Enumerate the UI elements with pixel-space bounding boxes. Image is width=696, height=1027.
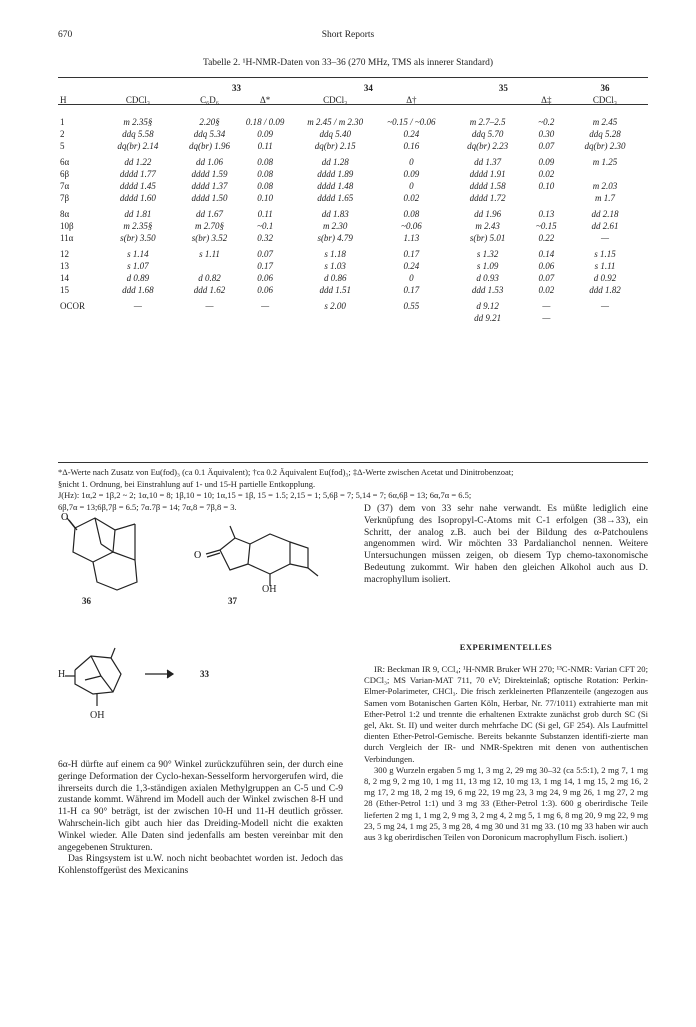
table-cell: 0.10 [257, 193, 274, 203]
table-cell: 0.07 [538, 141, 555, 151]
table-cell: 0.17 [257, 261, 274, 271]
table-cell: — [261, 301, 270, 311]
table-cell: m 2.43 [475, 221, 500, 231]
table-cell: 2.20§ [199, 117, 220, 127]
table-cell: m 2.45 [592, 117, 618, 127]
table-cell: 8α [60, 209, 70, 219]
table-cell: dd 1.22 [124, 157, 152, 167]
table-cell: dddd 1.58 [469, 181, 506, 191]
table-row [58, 156, 648, 168]
table-cell: m 2.03 [592, 181, 618, 191]
table-cell: ddd 1.82 [589, 285, 621, 295]
table-cell: 0.16 [403, 141, 420, 151]
table-cell: s(br) 3.50 [120, 233, 156, 243]
table-cell: dd 1.28 [321, 157, 349, 167]
table-cell [95, 312, 181, 324]
table-cell: 2 [60, 129, 65, 139]
table-cell: s 1.03 [324, 261, 346, 271]
table-cell [531, 192, 562, 204]
table-cell: m 2.35§ [123, 221, 153, 231]
table-cell: 0.07 [257, 249, 274, 259]
table-cell: 11α [60, 233, 74, 243]
table-cell: 0 [409, 273, 414, 283]
table-rule-header [58, 104, 648, 105]
table-cell: ddd 1.62 [193, 285, 226, 295]
table-row [58, 128, 648, 140]
structure-38-oh: OH [90, 710, 105, 721]
table-row [58, 232, 648, 244]
table-cell: 0.55 [403, 301, 420, 311]
table-row [58, 260, 648, 272]
col-header-35-delta: Δ‡ [541, 95, 552, 105]
section-title-experimentelles: EXPERIMENTELLES [459, 642, 553, 652]
table-cell [562, 312, 648, 324]
table-cell: s 1.07 [127, 261, 149, 271]
nmr-table-body [58, 116, 648, 324]
footnote-coupling-2: 6β,7α = 13;6β,7β = 6.5; 7α.7β = 14; 7α,8 = 7β,8 = 3. [58, 501, 237, 512]
footnote-coupling-1: J(Hz): 1α,2 = 1β,2 ~ 2; 1α,10 = 8; 1β,10 = 10; 1α,15 = 1β, 15 = 1.5; 2,15 = 1; 5,6β = 7; 5,14 = 7; 6α,6β = 13; 6α,7α = 6.5; [58, 490, 472, 500]
group-header-33: 33 [232, 83, 242, 93]
table-cell: 0.08 [257, 157, 274, 167]
table-cell [378, 312, 444, 324]
page-number: 670 [58, 30, 73, 40]
structure-37-drawing [190, 520, 330, 595]
table-cell: dd 1.83 [321, 209, 349, 219]
table-cell: 0.11 [257, 141, 273, 151]
table-row [58, 180, 648, 192]
experimental-paragraph-2: 300 g Wurzeln ergaben 5 mg 1, 3 mg 2, 29 mg 30–32 (ca 5:5:1), 2 mg 7, 1 mg 8, 2 mg 9, 2 mg 10, 1 mg 11, 13 mg 12, 10 mg 13, 1 mg 14, 1 mg 15, 2 mg 16, 2 mg 17, 2 mg 18, 2 mg 19, 6 mg 22, 19 mg 23, 3 mg 24, 9 mg 26, 1 mg 27, 2 mg 28 (Ether-Petrol 1:1) und 3 mg 33 (Ether-Petrol 1:3). 600 g oberirdische Teile lieferten 2 mg 1, 1 mg 2, 9 mg 3, 2 mg 4, 2 mg 5, 1 mg 6, 8 mg 20, 9 mg 22, 9 mg 23, 5 mg 24, 1 mg 25, 3 mg 28, 4 mg 30 und 31 mg 33. (10 mg 33 haben wir auch aus 3 kg oberirdischen Teilen von Doronicum macrophyllum Fisch. isoliert.) [364, 764, 648, 843]
table-cell: 0.10 [538, 181, 555, 191]
table-cell: s 1.32 [476, 249, 499, 259]
table-cell: ~0.2 [538, 117, 555, 127]
table-cell: dd 1.67 [196, 209, 223, 219]
table-row [58, 220, 648, 232]
table-cell [562, 168, 648, 180]
table-cell: dd 1.37 [474, 157, 502, 167]
table-cell: 12 [60, 249, 69, 259]
table-cell: dddd 1.45 [119, 181, 156, 191]
table-cell: dd 1.81 [124, 209, 152, 219]
table-cell: s(br) 5.01 [469, 233, 506, 243]
table-cell: m 2.35§ [123, 117, 153, 127]
table-rule-top [58, 77, 648, 78]
table-row [58, 284, 648, 296]
group-header-35: 35 [498, 83, 508, 93]
table-cell: 13 [60, 261, 69, 271]
table-cell: dd 1.06 [196, 157, 223, 167]
table-cell: ~0.15 / ~0.06 [387, 117, 436, 127]
table-row [58, 300, 648, 312]
table-cell: dddd 1.72 [469, 193, 506, 203]
table-cell: 0.22 [538, 233, 555, 243]
table-cell: 1.13 [403, 233, 420, 243]
table-cell: ddq 5.34 [193, 129, 226, 139]
table-cell: ddq 5.28 [589, 129, 621, 139]
table-row [58, 116, 648, 128]
table-cell: 15 [60, 285, 69, 295]
table-cell: s 1.18 [324, 249, 346, 259]
table-cell: s 1.15 [594, 249, 616, 259]
experimental-paragraph-1: IR: Beckman IR 9, CCl₄; ¹H-NMR Bruker WH 270; ¹³C-NMR: Varian CFT 20; CDCl₃; MS Varian-MAT 711, 70 eV; Direkteinlaß; optische Rotation: Perkin-Elmer-Polarimeter, CHCl₃. Die frisch zerkleinerten Pflanzenteile (angezogen aus Samen vom Botanischen Garten Köln, Herbar, Nr. 77/1011) extrahierte man mit Ether-Petrol 1:2 und trennte die erhaltenen Extrakte zunächst grob durch SC (Si gel, Akt. St. II) und weiter durch mehrfache DC (Si gel, GF 254). Als Laufmittel dienten Ether-Petrol-Gemische. Bereits bekannte Substanzen identifi-zierte man durch Vergleich der IR- und NMR-Spektren mit denen von authentischen Verbindungen. [364, 664, 648, 764]
footnote-delta: *Δ-Werte nach Zusatz von Eu(fod)₃ (ca 0.1 Äquivalent); †ca 0.2 Äquivalent Eu(fod)₃; ‡Δ-Werte zwischen Acetat und Dinitrobenzoat; [58, 467, 514, 477]
table-cell: 1 [60, 117, 65, 127]
col-header-34-delta: Δ† [406, 95, 417, 105]
col-header-33-cdcl3: CDCl₃ [125, 95, 150, 105]
table-cell: ddq 5.58 [122, 129, 154, 139]
table-cell: m 2.30 [322, 221, 348, 231]
table-row [58, 312, 648, 324]
table-cell: 10β [60, 221, 74, 231]
table-cell: 14 [60, 273, 69, 283]
table-cell: 0.08 [257, 169, 274, 179]
table-cell: d 0.86 [323, 273, 347, 283]
table-cell: 0.02 [403, 193, 420, 203]
table-cell: m 1.25 [592, 157, 618, 167]
table-cell: ~0.1 [257, 221, 274, 231]
table-cell: — [600, 301, 609, 311]
table-cell: 0.18 / 0.09 [245, 117, 285, 127]
table-cell [181, 260, 238, 272]
table-cell: dd 2.61 [591, 221, 619, 231]
table-caption: Tabelle 2. ¹H-NMR-Daten von 33–36 (270 MHz, TMS als innerer Standard) [202, 58, 494, 68]
table-row [58, 168, 648, 180]
table-cell: 0.30 [538, 129, 555, 139]
right-paragraph-1: D (37) dem von 33 sehr nahe verwandt. Es müßte lediglich eine Verknüpfung des Isopropyl-C-Atoms mit C-1 erfolgen (38→33), ein Schritt, der analog z.B. auch bei der Bildung des α-Patchoulens angenommen wird. Wir möchten 33 Pardalianchol nennen. Weitere Untersuchungen müssen zeigen, ob diesem Typ chemo-taxonomische Bedeutung zukommt. Wir haben den gleichen Alkohol auch aus D. macrophyllum isoliert. [364, 504, 648, 585]
table-cell: s 1.11 [199, 249, 220, 259]
table-cell: 0.07 [538, 273, 555, 283]
col-header-36-cdcl3: CDCl₃ [592, 95, 618, 105]
table-row [58, 248, 648, 260]
table-cell: s(br) 3.52 [191, 233, 228, 243]
table-cell: 6α [60, 157, 70, 167]
group-header-34: 34 [363, 83, 373, 93]
table-cell: dq(br) 1.96 [189, 141, 230, 151]
table-cell: dddd 1.89 [317, 169, 354, 179]
table-column-header-row [58, 94, 648, 110]
table-cell: d 0.89 [126, 273, 150, 283]
table-row [58, 272, 648, 284]
table-cell: 0.17 [403, 249, 420, 259]
table-cell: d 9.12 [476, 301, 499, 311]
structure-37-label: 37 [228, 596, 237, 606]
table-cell: 0.09 [538, 157, 555, 167]
right-column-experimental [364, 664, 648, 843]
table-cell: s 1.11 [594, 261, 616, 271]
structure-37-o-label: O [194, 550, 202, 561]
table-group-header-row [58, 82, 648, 94]
table-cell: ~0.15 [536, 221, 557, 231]
table-cell: dddd 1.48 [317, 181, 354, 191]
table-cell: 0.24 [403, 261, 420, 271]
structure-36-label: 36 [82, 596, 91, 606]
group-header-36: 36 [600, 83, 610, 93]
right-column-intro [364, 504, 648, 587]
table-cell: dddd 1.77 [119, 169, 156, 179]
table-cell: dddd 1.50 [191, 193, 228, 203]
table-cell: 0.24 [403, 129, 420, 139]
structure-38-h: H [58, 669, 66, 680]
col-header-33-c6d6: C₆D₆ [200, 95, 219, 105]
table-cell: 0.08 [403, 209, 420, 219]
table-cell [58, 312, 95, 324]
table-cell: dd 2.18 [591, 209, 619, 219]
table-cell: s 1.09 [476, 261, 499, 271]
table-rule-bottom [58, 462, 648, 463]
footnote-section: §nicht 1. Ordnung, bei Einstrahlung auf 1- und 15-H partielle Entkopplung. [58, 478, 316, 489]
nmr-table [58, 82, 648, 324]
table-cell: m 2.70§ [195, 221, 224, 231]
table-cell: OCOR [60, 301, 86, 311]
table-cell: 0.06 [257, 285, 274, 295]
structure-36-o-label: O [61, 512, 69, 523]
table-cell: 0 [409, 157, 414, 167]
table-cell: ddq 5.40 [319, 129, 351, 139]
table-row [58, 208, 648, 220]
table-cell: 0.11 [257, 209, 273, 219]
table-cell: 0 [409, 181, 414, 191]
table-cell: dd 1.96 [474, 209, 502, 219]
table-row [58, 140, 648, 152]
table-cell: 0.09 [403, 169, 420, 179]
table-cell: — [205, 301, 214, 311]
table-cell [181, 312, 238, 324]
table-cell: d 0.92 [593, 273, 617, 283]
table-cell: — [600, 233, 609, 243]
table-cell: — [133, 301, 142, 311]
table-cell [238, 312, 292, 324]
table-cell: s(br) 4.79 [317, 233, 353, 243]
table-cell: 0.14 [538, 249, 555, 259]
table-cell: dq(br) 2.30 [584, 141, 626, 151]
table-cell: ddd 1.68 [122, 285, 154, 295]
left-paragraph-1: 6α-H dürfte auf einem ca 90° Winkel zurückzuführen sein, der durch eine geringe Deformation der Cyclo-hexan-Sesselform hervorgerufen wird, die ihrerseits durch die 1,3-ständigen axialen Methylgruppen an C-5 und C-9 zustande kommt. Während im Modell auch der Winkel zwischen 8-H und 11-H ca 90° beträgt, ist der zwischen 10-H und 11-H deutlich grösser. Wahrschein-lich gibt auch hier das Dreiding-Modell nicht die exakten Winkel wieder. Alle Daten sind jedenfalls am besten vereinbar mit den angegebenen Strukturen. [58, 760, 343, 853]
table-cell: m 1.7 [595, 193, 615, 203]
table-cell: 0.08 [257, 181, 274, 191]
table-cell: ddd 1.53 [471, 285, 504, 295]
table-cell: 0.13 [538, 209, 555, 219]
table-cell: 0.06 [538, 261, 555, 271]
table-cell: — [542, 301, 551, 311]
running-title: Short Reports [321, 30, 375, 40]
table-cell: s 1.14 [127, 249, 149, 259]
table-cell: 7α [60, 181, 70, 191]
table-cell: dq(br) 2.23 [467, 141, 509, 151]
table-cell: m 2.7–2.5 [469, 117, 506, 127]
table-cell: dddd 1.65 [317, 193, 354, 203]
table-cell: dddd 1.91 [469, 169, 506, 179]
table-cell [292, 312, 378, 324]
col-header-34-cdcl3: CDCl₃ [323, 95, 348, 105]
structure-33-label: 33 [200, 669, 209, 679]
table-cell: ddq 5.70 [471, 129, 504, 139]
table-cell: 0.02 [538, 285, 555, 295]
table-cell: — [542, 313, 551, 323]
table-cell: dd 9.21 [474, 313, 502, 323]
col-header-h: H [60, 95, 67, 105]
table-cell: d 0.93 [476, 273, 499, 283]
table-cell: ddd 1.51 [319, 285, 351, 295]
table-cell: dddd 1.59 [191, 169, 228, 179]
table-cell: d 0.82 [198, 273, 221, 283]
table-cell: 0.32 [257, 233, 274, 243]
left-paragraph-2: Das Ringsystem ist u.W. noch nicht beobachtet worden ist. Jedoch das Kohlenstoffgerüst des Mexicanins [58, 854, 343, 877]
structure-37-oh: OH [262, 584, 277, 595]
table-cell: m 2.45 / m 2.30 [307, 117, 364, 127]
table-cell: 0.17 [403, 285, 420, 295]
table-cell: dddd 1.37 [191, 181, 228, 191]
table-cell: dq(br) 2.14 [117, 141, 159, 151]
structure-38-drawing [55, 640, 185, 720]
table-cell: s 2.00 [324, 301, 346, 311]
table-cell: 6β [60, 169, 70, 179]
structure-36-drawing [55, 510, 165, 595]
table-cell: dddd 1.60 [119, 193, 156, 203]
table-cell: 0.02 [538, 169, 555, 179]
table-row [58, 192, 648, 204]
table-cell: 7β [60, 193, 70, 203]
table-cell: dq(br) 2.15 [314, 141, 356, 151]
col-header-35-blank [445, 94, 531, 110]
table-cell: ~0.06 [401, 221, 422, 231]
col-header-33-delta: Δ* [260, 95, 271, 105]
table-cell: 5 [60, 141, 65, 151]
left-column-text [58, 760, 343, 878]
table-cell: 0.09 [257, 129, 274, 139]
table-cell: 0.06 [257, 273, 274, 283]
